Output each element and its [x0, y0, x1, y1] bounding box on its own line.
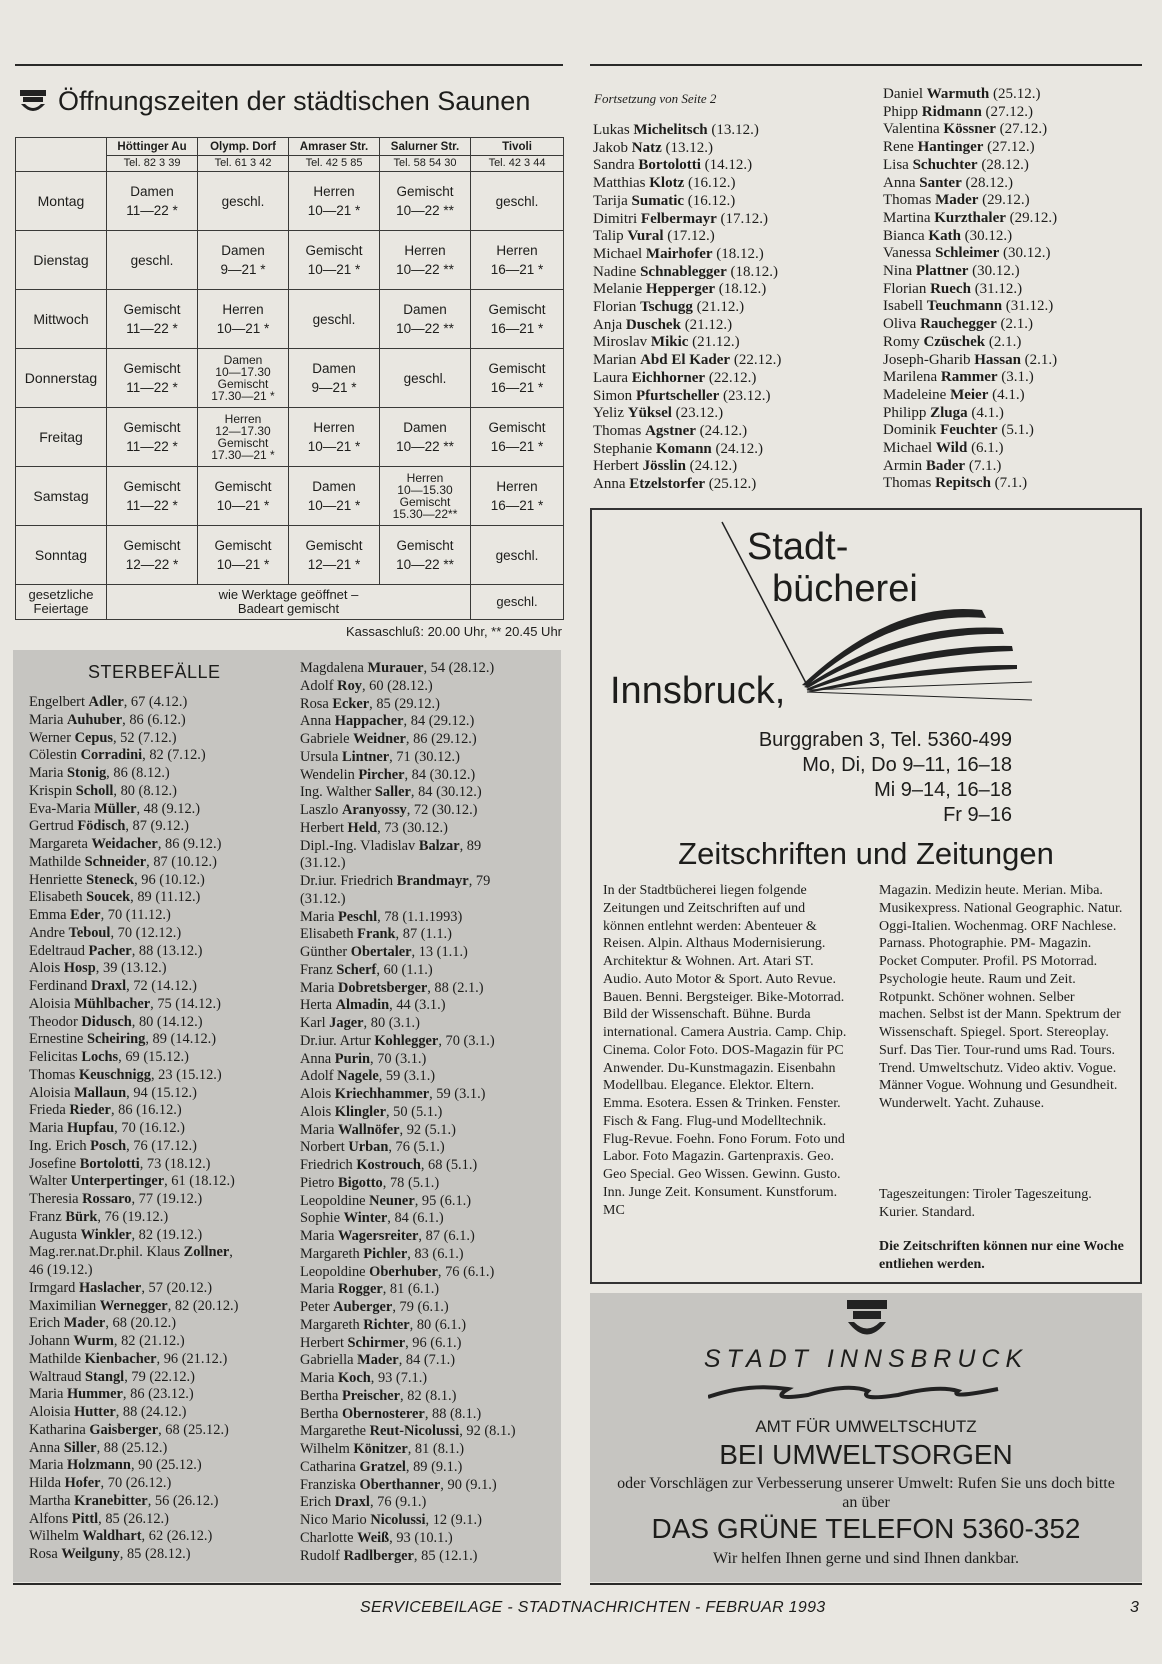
schedule-cell: Gemischt 10—22 ** — [380, 172, 471, 231]
list-item: Edeltraud Pacher, 88 (13.12.) — [29, 942, 203, 959]
schedule-cell: Gemischt 10—21 * — [289, 231, 380, 290]
list-item: Isabell Teuchmann (31.12.) — [883, 298, 1054, 315]
list-item: Maria Wagersreiter, 87 (6.1.) — [300, 1228, 475, 1244]
env-phone: DAS GRÜNE TELEFON 5360-352 — [651, 1513, 1081, 1544]
list-item: Nina Plattner (30.12.) — [883, 263, 1020, 280]
list-item: Romy Czüschek (2.1.) — [883, 333, 1022, 350]
library-hours-3: Fr 9–16 — [943, 804, 1012, 826]
list-item: Rosa Weilguny, 85 (28.12.) — [29, 1546, 191, 1562]
list-item: Irmgard Haslacher, 57 (20.12.) — [29, 1279, 213, 1296]
schedule-cell: geschl. — [198, 172, 289, 231]
list-item: Elisabeth Soucek, 89 (11.12.) — [29, 889, 201, 906]
list-item: Miroslav Mikic (21.12.) — [593, 334, 740, 351]
environment-box — [590, 1293, 1142, 1582]
list-item: Madeleine Meier (4.1.) — [883, 386, 1025, 403]
list-item: Anna Siller, 88 (25.12.) — [29, 1439, 168, 1456]
list-item: Michael Mairhofer (18.12.) — [593, 245, 764, 262]
row-sonntag — [16, 526, 564, 585]
innsbruck-crest-icon — [18, 88, 48, 116]
schedule-cell: geschl. — [289, 290, 380, 349]
river-wave-graphic — [708, 1379, 1008, 1405]
schedule-cell: Gemischt 16—21 * — [471, 290, 564, 349]
list-item: Martha Kranebitter, 56 (26.12.) — [29, 1492, 219, 1509]
list-item: Charlotte Weiß, 93 (10.1.) — [300, 1529, 453, 1546]
day-cell: gesetzliche Feiertage — [16, 585, 107, 620]
list-item: Pietro Bigotto, 78 (5.1.) — [300, 1174, 440, 1191]
list-item: Walter Unterpertinger, 61 (18.12.) — [29, 1173, 235, 1190]
schedule-cell: Gemischt 10—21 * — [198, 467, 289, 526]
env-headline: BEI UMWELTSORGEN — [719, 1439, 1013, 1470]
list-item: Laura Eichhorner (22.12.) — [593, 369, 757, 386]
list-item: Gertrud Födisch, 87 (9.12.) — [29, 818, 189, 835]
list-item: Maria Auhuber, 86 (6.12.) — [29, 711, 186, 728]
list-item: Gabriele Weidner, 86 (29.12.) — [300, 731, 477, 747]
schedule-cell: Damen 10—21 * — [289, 467, 380, 526]
list-item: Michael Wild (6.1.) — [883, 440, 1004, 457]
list-item: Aloisia Mühlbacher, 75 (14.12.) — [29, 995, 221, 1012]
list-item: Herbert Jösslin (24.12.) — [593, 458, 738, 475]
list-item: Anna Purin, 70 (3.1.) — [300, 1050, 427, 1067]
list-item: Maria Hummer, 86 (23.12.) — [29, 1386, 194, 1403]
top-rule-right — [590, 64, 1142, 66]
list-item: 46 (19.12.) — [29, 1262, 93, 1278]
list-item: Maria Dobretsberger, 88 (2.1.) — [300, 979, 484, 996]
library-address: Burggraben 3, Tel. 5360-499 — [758, 729, 1012, 751]
top-rule-left — [15, 64, 563, 66]
day-cell: Sonntag — [16, 526, 107, 585]
list-item: Johann Wurm, 82 (21.12.) — [29, 1333, 185, 1349]
list-item: Erich Mader, 68 (20.12.) — [29, 1315, 177, 1332]
deaths-title: STERBEFÄLLE — [88, 662, 221, 682]
list-item: Rene Hantinger (27.12.) — [883, 139, 1035, 156]
list-item: Martina Kurzthaler (29.12.) — [883, 209, 1058, 226]
list-item: Bertha Preischer, 82 (8.1.) — [300, 1387, 457, 1404]
footer-text: SERVICEBEILAGE - STADTNACHRICHTEN - FEBRUAR 1993 — [360, 1599, 826, 1616]
sauna-heading — [18, 86, 530, 117]
list-item: Ernestine Scheiring, 89 (14.12.) — [29, 1031, 217, 1048]
magazines-list-left: In der Stadtbücherei liegen folgende Zeitungen und Zeitschriften auf und können entlehnt werden: Abenteuer & Reisen. Alpin. Althaus Modernisierung. Architektur & Wohnen. Art. Atari ST. Audio. Auto Motor & Sport. Auto Revue. Bauen. Benni. Bergsteiger. Bike-Motorrad. Bild der Wissenschaft. Bühne. Burda international. Camera Austria. Camp. Chip. Cinema. Color Foto. DOS-Magazin für PC Anwender. Du-Kunstmagazin. Eisenbahn Modellbau. Elegance. Elektor. Eltern. Emma. Esotera. Essen & Trinken. Fenster. Fisch & Fang. Flug-und Modelltechnik. Flug-Revue. Foehn. Fono Forum. Foto und Labor. Foto Magazin. Gartenpraxis. Geo. Geo Special. Geo Wissen. Gewinn. Gusto. Inn. Junge Zeit. Konsument. Kunstforum. MC — [603, 883, 847, 1218]
deaths-column-2 — [300, 660, 516, 1565]
list-item: Franz Scherf, 60 (1.1.) — [300, 961, 433, 978]
list-item: Melanie Hepperger (18.12.) — [593, 281, 767, 298]
library-hours-1: Mo, Di, Do 9–11, 16–18 — [802, 754, 1012, 776]
list-item: (31.12.) — [300, 855, 346, 872]
list-item: Florian Ruech (31.12.) — [883, 280, 1023, 297]
row-freitag — [16, 408, 564, 467]
list-item: Frieda Rieder, 86 (16.12.) — [29, 1102, 182, 1119]
list-item: Norbert Urban, 76 (5.1.) — [300, 1139, 445, 1156]
env-thanks: Wir helfen Ihnen gerne und sind Ihnen dankbar. — [713, 1550, 1019, 1567]
list-item: Werner Cepus, 52 (7.12.) — [29, 729, 177, 746]
list-item: Anna Happacher, 84 (29.12.) — [300, 713, 475, 730]
sauna-col-header: Amraser Str. Tel. 42 5 85 — [289, 138, 380, 172]
list-item: Ing. Walther Saller, 84 (30.12.) — [300, 784, 482, 801]
schedule-cell: Gemischt 12—21 * — [289, 526, 380, 585]
birthdays-column-2 — [883, 86, 1057, 493]
list-item: Sophie Winter, 84 (6.1.) — [300, 1210, 444, 1227]
schedule-cell: Herren 12—17.30 Gemischt 17.30—21 * — [198, 408, 289, 467]
list-item: Jakob Natz (13.12.) — [593, 139, 713, 156]
sauna-col-header: Höttinger Au Tel. 82 3 39 — [107, 138, 198, 172]
kassa-note: Kassaschluß: 20.00 Uhr, ** 20.45 Uhr — [345, 624, 562, 639]
schedule-cell: Herren 10—15.30 Gemischt 15.30—22** — [380, 467, 471, 526]
library-title-2: bücherei — [772, 568, 918, 610]
schedule-cell: wie Werktage geöffnet – Badeart gemischt — [107, 585, 471, 620]
list-item: Matthias Klotz (16.12.) — [593, 175, 736, 192]
list-item: Tarija Sumatic (16.12.) — [593, 192, 736, 209]
env-text: oder Vorschlägen zur Verbesserung unserer Umwelt: Rufen Sie uns doch bitte an über — [617, 1475, 1115, 1511]
schedule-cell: Gemischt 11—22 * — [107, 408, 198, 467]
list-item: Herta Almadin, 44 (3.1.) — [300, 997, 446, 1014]
list-item: Simon Pfurtscheller (23.12.) — [593, 387, 771, 404]
list-item: Maria Rogger, 81 (6.1.) — [300, 1281, 440, 1298]
list-item: Sandra Bortolotti (14.12.) — [593, 157, 753, 174]
list-item: Katharina Gaisberger, 68 (25.12.) — [29, 1421, 229, 1438]
list-item: Leopoldine Oberhuber, 76 (6.1.) — [300, 1263, 495, 1280]
list-item: Daniel Warmuth (25.12.) — [883, 86, 1041, 102]
list-item: Augusta Winkler, 82 (19.12.) — [29, 1226, 203, 1243]
list-item: Margareth Richter, 80 (6.1.) — [300, 1316, 466, 1333]
list-item: Maria Peschl, 78 (1.1.1993) — [300, 908, 463, 925]
list-item: Florian Tschugg (21.12.) — [593, 299, 745, 316]
list-item: Phipp Ridmann (27.12.) — [883, 103, 1034, 120]
list-item: Ursula Lintner, 71 (30.12.) — [300, 748, 460, 765]
list-item: Mathilde Kienbacher, 96 (21.12.) — [29, 1350, 228, 1367]
list-item: Nico Mario Nicolussi, 12 (9.1.) — [300, 1512, 482, 1528]
deaths-column-1 — [29, 694, 238, 1564]
magazines-heading: Zeitschriften und Zeitungen — [678, 836, 1054, 871]
row-donnerstag — [16, 349, 564, 408]
list-item: Karl Jager, 80 (3.1.) — [300, 1015, 420, 1031]
list-item: Anna Etzelstorfer (25.12.) — [593, 476, 757, 493]
env-office: AMT FÜR UMWELTSCHUTZ — [755, 1417, 977, 1436]
sauna-col-header: Salurner Str. Tel. 58 54 30 — [380, 138, 471, 172]
row-mittwoch — [16, 290, 564, 349]
list-item: Alfons Pittl, 85 (26.12.) — [29, 1510, 169, 1527]
library-title-1: Stadt- — [747, 526, 849, 568]
list-item: Andre Teboul, 70 (12.12.) — [29, 924, 182, 941]
sauna-header-row — [16, 138, 564, 172]
innsbruck-crest-icon — [846, 1299, 888, 1343]
list-item: Alois Klingler, 50 (5.1.) — [300, 1103, 443, 1120]
list-item: Dimitri Felbermayr (17.12.) — [593, 210, 768, 227]
schedule-cell: Herren 10—21 * — [289, 408, 380, 467]
schedule-cell: Gemischt 16—21 * — [471, 349, 564, 408]
list-item: Thomas Agstner (24.12.) — [593, 422, 748, 439]
list-item: Maria Hupfau, 70 (16.12.) — [29, 1120, 185, 1136]
schedule-cell: Damen 11—22 * — [107, 172, 198, 231]
schedule-cell: Gemischt 11—22 * — [107, 467, 198, 526]
list-item: Marian Abd El Kader (22.12.) — [593, 352, 782, 369]
list-item: Philipp Zluga (4.1.) — [883, 404, 1004, 421]
loan-note: Die Zeitschriften können nur eine Woche entliehen werden. — [879, 1239, 1124, 1272]
bottom-rule-left — [13, 1583, 561, 1585]
day-cell: Freitag — [16, 408, 107, 467]
list-item: Mathilde Schneider, 87 (10.12.) — [29, 853, 217, 870]
list-item: Maria Koch, 93 (7.1.) — [300, 1370, 428, 1386]
schedule-cell: Herren 10—21 * — [198, 290, 289, 349]
list-item: Leopoldine Neuner, 95 (6.1.) — [300, 1192, 472, 1209]
continued-note: Fortsetzung von Seite 2 — [594, 91, 717, 106]
list-item: Alois Hosp, 39 (13.12.) — [29, 960, 167, 977]
sauna-title: Öffnungszeiten der städtischen Saunen — [58, 86, 531, 116]
list-item: Franziska Oberthanner, 90 (9.1.) — [300, 1476, 497, 1493]
list-item: Dr.iur. Artur Kohlegger, 70 (3.1.) — [300, 1032, 495, 1049]
list-item: Theodor Didusch, 80 (14.12.) — [29, 1013, 203, 1030]
list-item: (31.12.) — [300, 890, 346, 907]
list-item: Dominik Feuchter (5.1.) — [883, 422, 1034, 439]
library-box — [590, 508, 1142, 1284]
list-item: Margareth Pichler, 83 (6.1.) — [300, 1245, 464, 1262]
list-item: Thomas Mader (29.12.) — [883, 192, 1030, 209]
list-item: Laszlo Aranyossy, 72 (30.12.) — [300, 802, 478, 818]
list-item: Lisa Schuchter (28.12.) — [883, 156, 1029, 173]
list-item: Mag.rer.nat.Dr.phil. Klaus Zollner, — [29, 1244, 233, 1261]
schedule-cell: Damen 9—21 * — [198, 231, 289, 290]
list-item: Stephanie Komann (24.12.) — [593, 440, 764, 457]
schedule-cell: Damen 10—22 ** — [380, 290, 471, 349]
list-item: Maximilian Wernegger, 82 (20.12.) — [29, 1297, 239, 1314]
list-item: Talip Vural (17.12.) — [593, 228, 715, 245]
birthdays-column-1 — [593, 122, 781, 494]
list-item: Vanessa Schleimer (30.12.) — [883, 245, 1051, 262]
list-item: Josefine Bortolotti, 73 (18.12.) — [29, 1155, 211, 1172]
list-item: Bertha Obernosterer, 88 (8.1.) — [300, 1405, 482, 1422]
schedule-cell: Gemischt 16—21 * — [471, 408, 564, 467]
list-item: Gabriella Mader, 84 (7.1.) — [300, 1352, 456, 1369]
schedule-cell: geschl. — [107, 231, 198, 290]
list-item: Aloisia Mallaun, 94 (15.12.) — [29, 1084, 197, 1101]
list-item: Cölestin Corradini, 82 (7.12.) — [29, 747, 206, 764]
list-item: Joseph-Gharib Hassan (2.1.) — [883, 351, 1058, 368]
list-item: Günther Obertaler, 13 (1.1.) — [300, 944, 468, 960]
list-item: Franz Bürk, 76 (19.12.) — [29, 1208, 169, 1225]
list-item: Maria Holzmann, 90 (25.12.) — [29, 1457, 202, 1474]
list-item: Hilda Hofer, 70 (26.12.) — [29, 1475, 172, 1491]
list-item: Dr.iur. Friedrich Brandmayr, 79 — [300, 873, 491, 889]
list-item: Magdalena Murauer, 54 (28.12.) — [300, 660, 495, 676]
bottom-rule-right — [590, 1583, 1142, 1585]
library-city: Innsbruck, — [610, 670, 786, 712]
row-dienstag — [16, 231, 564, 290]
list-item: Adolf Roy, 60 (28.12.) — [300, 677, 433, 694]
schedule-cell: Gemischt 10—22 ** — [380, 526, 471, 585]
daily-newspapers: Tageszeitungen: Tiroler Tageszeitung. Kurier. Standard. — [879, 1187, 1092, 1220]
row-feiertage — [16, 585, 564, 620]
list-item: Maria Wallnöfer, 92 (5.1.) — [300, 1121, 456, 1138]
day-cell: Mittwoch — [16, 290, 107, 349]
list-item: Marilena Rammer (3.1.) — [883, 369, 1034, 386]
library-hours-2: Mi 9–14, 16–18 — [874, 779, 1012, 801]
row-samstag — [16, 467, 564, 526]
list-item: Margarethe Reut-Nicolussi, 92 (8.1.) — [300, 1423, 516, 1440]
list-item: Waltraud Stangl, 79 (22.12.) — [29, 1368, 195, 1385]
list-item: Armin Bader (7.1.) — [883, 457, 1002, 474]
list-item: Aloisia Hutter, 88 (24.12.) — [29, 1404, 187, 1420]
schedule-cell: geschl. — [471, 526, 564, 585]
list-item: Anna Santer (28.12.) — [883, 174, 1013, 191]
list-item: Peter Auberger, 79 (6.1.) — [300, 1299, 449, 1315]
list-item: Erich Draxl, 76 (9.1.) — [300, 1494, 427, 1511]
list-item: Oliva Rauchegger (2.1.) — [883, 316, 1033, 333]
schedule-cell: Herren 10—22 ** — [380, 231, 471, 290]
list-item: Theresia Rossaro, 77 (19.12.) — [29, 1191, 203, 1207]
schedule-cell: geschl. — [380, 349, 471, 408]
env-city: STADT INNSBRUCK — [703, 1345, 1029, 1373]
schedule-cell: geschl. — [471, 585, 564, 620]
list-item: Adolf Nagele, 59 (3.1.) — [300, 1068, 436, 1085]
list-item: Wilhelm Waldhart, 62 (26.12.) — [29, 1528, 213, 1545]
schedule-cell: Damen 10—22 ** — [380, 408, 471, 467]
schedule-cell: Gemischt 10—21 * — [198, 526, 289, 585]
schedule-cell: Damen 10—17.30 Gemischt 17.30—21 * — [198, 349, 289, 408]
list-item: Emma Eder, 70 (11.12.) — [29, 907, 171, 923]
list-item: Maria Stonig, 86 (8.12.) — [29, 765, 170, 781]
day-cell: Donnerstag — [16, 349, 107, 408]
schedule-cell: Gemischt 11—22 * — [107, 290, 198, 349]
list-item: Engelbert Adler, 67 (4.12.) — [29, 694, 188, 710]
list-item: Eva-Maria Müller, 48 (9.12.) — [29, 800, 201, 817]
magazines-list-right: Magazin. Medizin heute. Merian. Miba. Musikexpress. National Geographic. Natur. Oggi-Italien. Wochenmag. ORF Nachlese. Parnass. Photographie. PM- Magazin. Pocket Computer. Profil. PS Motorrad. Psychologie heute. Raum und Zeit. Rotpunkt. Schöner wohnen. Selber machen. Selbst ist der Mann. Spektrum der Wissenschaft. Spiegel. Sport. Stereoplay. Surf. Das Tier. Tour-rund ums Rad. Tours. Trend. Umweltschutz. Video aktiv. Vogue. Männer Vogue. Wohnung und Gesundheit. Wunderwelt. Yacht. Zuhause. — [879, 883, 1123, 1111]
list-item: Dipl.-Ing. Vladislav Balzar, 89 — [300, 837, 482, 854]
schedule-cell: Gemischt 11—22 * — [107, 349, 198, 408]
row-montag — [16, 172, 564, 231]
page-number: 3 — [1130, 1599, 1139, 1616]
schedule-cell: Damen 9—21 * — [289, 349, 380, 408]
corner-cell — [16, 138, 107, 172]
list-item: Henriette Steneck, 96 (10.12.) — [29, 871, 205, 888]
list-item: Lukas Michelitsch (13.12.) — [593, 122, 759, 138]
list-item: Anja Duschek (21.12.) — [593, 316, 733, 333]
schedule-cell: Herren 10—21 * — [289, 172, 380, 231]
day-cell: Montag — [16, 172, 107, 231]
day-cell: Samstag — [16, 467, 107, 526]
sauna-col-header: Tivoli Tel. 42 3 44 — [471, 138, 564, 172]
schedule-cell: Gemischt 12—22 * — [107, 526, 198, 585]
list-item: Herbert Held, 73 (30.12.) — [300, 819, 448, 836]
list-item: Rudolf Radlberger, 85 (12.1.) — [300, 1547, 478, 1564]
list-item: Ferdinand Draxl, 72 (14.12.) — [29, 978, 197, 994]
list-item: Alois Kriechhammer, 59 (3.1.) — [300, 1086, 486, 1102]
schedule-cell: Herren 16—21 * — [471, 467, 564, 526]
list-item: Friedrich Kostrouch, 68 (5.1.) — [300, 1157, 478, 1173]
list-item: Felicitas Lochs, 69 (15.12.) — [29, 1049, 189, 1065]
list-item: Catharina Gratzel, 89 (9.1.) — [300, 1458, 463, 1475]
schedule-cell: geschl. — [471, 172, 564, 231]
list-item: Bianca Kath (30.12.) — [883, 227, 1013, 244]
list-item: Wendelin Pircher, 84 (30.12.) — [300, 766, 476, 783]
list-item: Rosa Ecker, 85 (29.12.) — [300, 695, 440, 712]
list-item: Thomas Keuschnigg, 23 (15.12.) — [29, 1066, 222, 1083]
list-item: Ing. Erich Posch, 76 (17.12.) — [29, 1137, 197, 1154]
list-item: Krispin Scholl, 80 (8.12.) — [29, 782, 177, 799]
sauna-table — [15, 137, 564, 620]
list-item: Thomas Repitsch (7.1.) — [883, 475, 1028, 492]
sauna-col-header: Olymp. Dorf Tel. 61 3 42 — [198, 138, 289, 172]
list-item: Nadine Schnablegger (18.12.) — [593, 263, 778, 280]
list-item: Yeliz Yüksel (23.12.) — [593, 405, 724, 422]
list-item: Margareta Weidacher, 86 (9.12.) — [29, 836, 222, 852]
list-item: Herbert Schirmer, 96 (6.1.) — [300, 1334, 462, 1351]
list-item: Elisabeth Frank, 87 (1.1.) — [300, 926, 452, 943]
list-item: Wilhelm Könitzer, 81 (8.1.) — [300, 1441, 465, 1457]
schedule-cell: Herren 16—21 * — [471, 231, 564, 290]
day-cell: Dienstag — [16, 231, 107, 290]
list-item: Valentina Kössner (27.12.) — [883, 121, 1048, 138]
